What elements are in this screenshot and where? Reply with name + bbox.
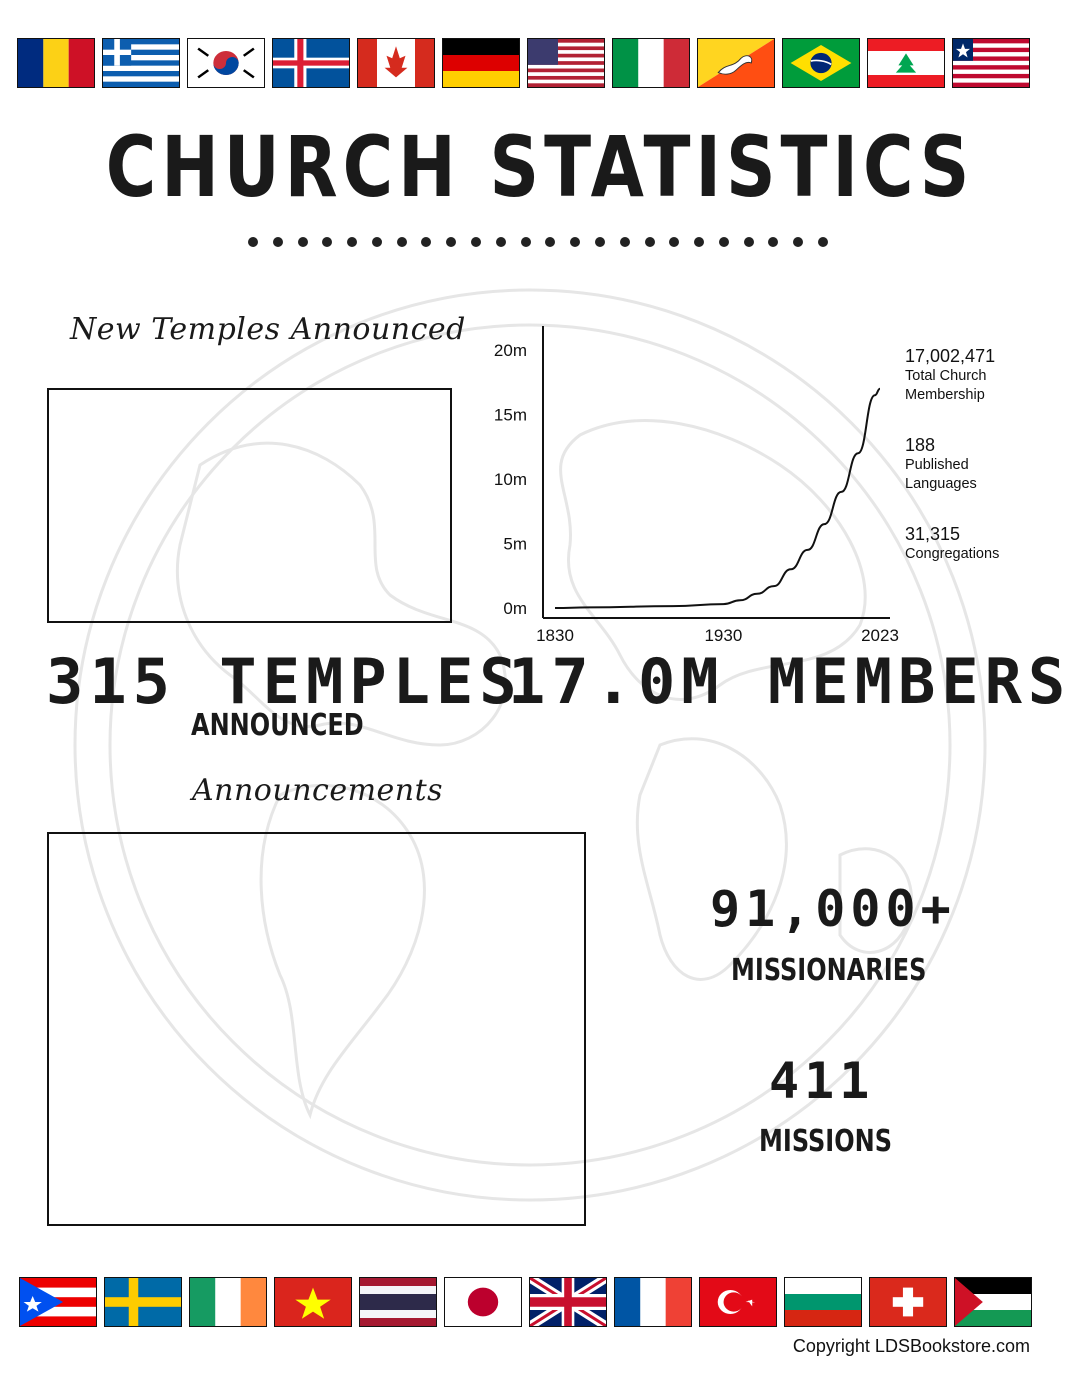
canada-flag-icon	[357, 38, 435, 88]
switzerland-flag-icon	[869, 1277, 947, 1327]
temples-count-label: 315 TEMPLES	[46, 645, 523, 718]
y-tick-label: 15m	[493, 405, 527, 425]
y-tick-label: 5m	[503, 534, 527, 554]
membership-label-line1: Total Church	[905, 368, 987, 384]
france-flag-icon	[614, 1277, 692, 1327]
title-dot-divider	[248, 237, 828, 251]
puerto-rico-flag-icon	[19, 1277, 97, 1327]
x-tick-label: 2023	[861, 626, 899, 645]
liberia-flag-icon	[952, 38, 1030, 88]
greece-flag-icon	[102, 38, 180, 88]
congregations-label: Congregations	[905, 546, 1000, 562]
italy-flag-icon	[612, 38, 690, 88]
missionaries-label: MISSIONARIES	[731, 953, 927, 988]
temples-announced-label: ANNOUNCED	[191, 708, 364, 743]
south-korea-flag-icon	[187, 38, 265, 88]
congregations-stat	[905, 523, 999, 564]
japan-flag-icon	[444, 1277, 522, 1327]
membership-stat	[905, 345, 995, 405]
announcements-write-box[interactable]	[47, 832, 586, 1226]
y-tick-label: 0m	[503, 599, 527, 618]
membership-line-chart	[480, 320, 900, 650]
missions-label: MISSIONS	[759, 1124, 893, 1159]
bhutan-flag-icon	[697, 38, 775, 88]
membership-value: 17,002,471	[905, 346, 996, 366]
languages-stat	[905, 434, 977, 494]
announcements-heading: Announcements	[192, 773, 444, 808]
palestine-flag-icon	[954, 1277, 1032, 1327]
top-flag-row	[0, 38, 1080, 90]
temples-heading: New Temples Announced	[70, 312, 466, 347]
turkey-flag-icon	[699, 1277, 777, 1327]
ireland-flag-icon	[189, 1277, 267, 1327]
y-tick-label: 20m	[493, 341, 527, 360]
missions-value: 411	[769, 1052, 875, 1110]
languages-label-line2: Languages	[905, 476, 977, 492]
usa-flag-icon	[527, 38, 605, 88]
congregations-value: 31,315	[905, 524, 961, 544]
x-tick-label: 1830	[536, 626, 574, 645]
bulgaria-flag-icon	[784, 1277, 862, 1327]
y-tick-label: 10m	[493, 470, 527, 489]
sweden-flag-icon	[104, 1277, 182, 1327]
page-title: CHURCH STATISTICS	[105, 118, 975, 216]
languages-value: 188	[905, 435, 936, 455]
members-count-label: 17.0M MEMBERS	[508, 645, 1072, 718]
copyright-text: Copyright LDSBookstore.com	[792, 1336, 1030, 1356]
united-kingdom-flag-icon	[529, 1277, 607, 1327]
temples-write-box[interactable]	[47, 388, 452, 623]
membership-label-line2: Membership	[905, 387, 985, 403]
romania-flag-icon	[17, 38, 95, 88]
membership-series-line	[555, 389, 880, 608]
languages-label-line1: Published	[905, 457, 969, 473]
missionaries-value: 91,000+	[710, 880, 956, 938]
vietnam-flag-icon	[274, 1277, 352, 1327]
iceland-flag-icon	[272, 38, 350, 88]
lebanon-flag-icon	[867, 38, 945, 88]
germany-flag-icon	[442, 38, 520, 88]
x-tick-label: 1930	[704, 626, 743, 645]
bottom-flag-row	[0, 1277, 1080, 1329]
brazil-flag-icon	[782, 38, 860, 88]
thailand-flag-icon	[359, 1277, 437, 1327]
